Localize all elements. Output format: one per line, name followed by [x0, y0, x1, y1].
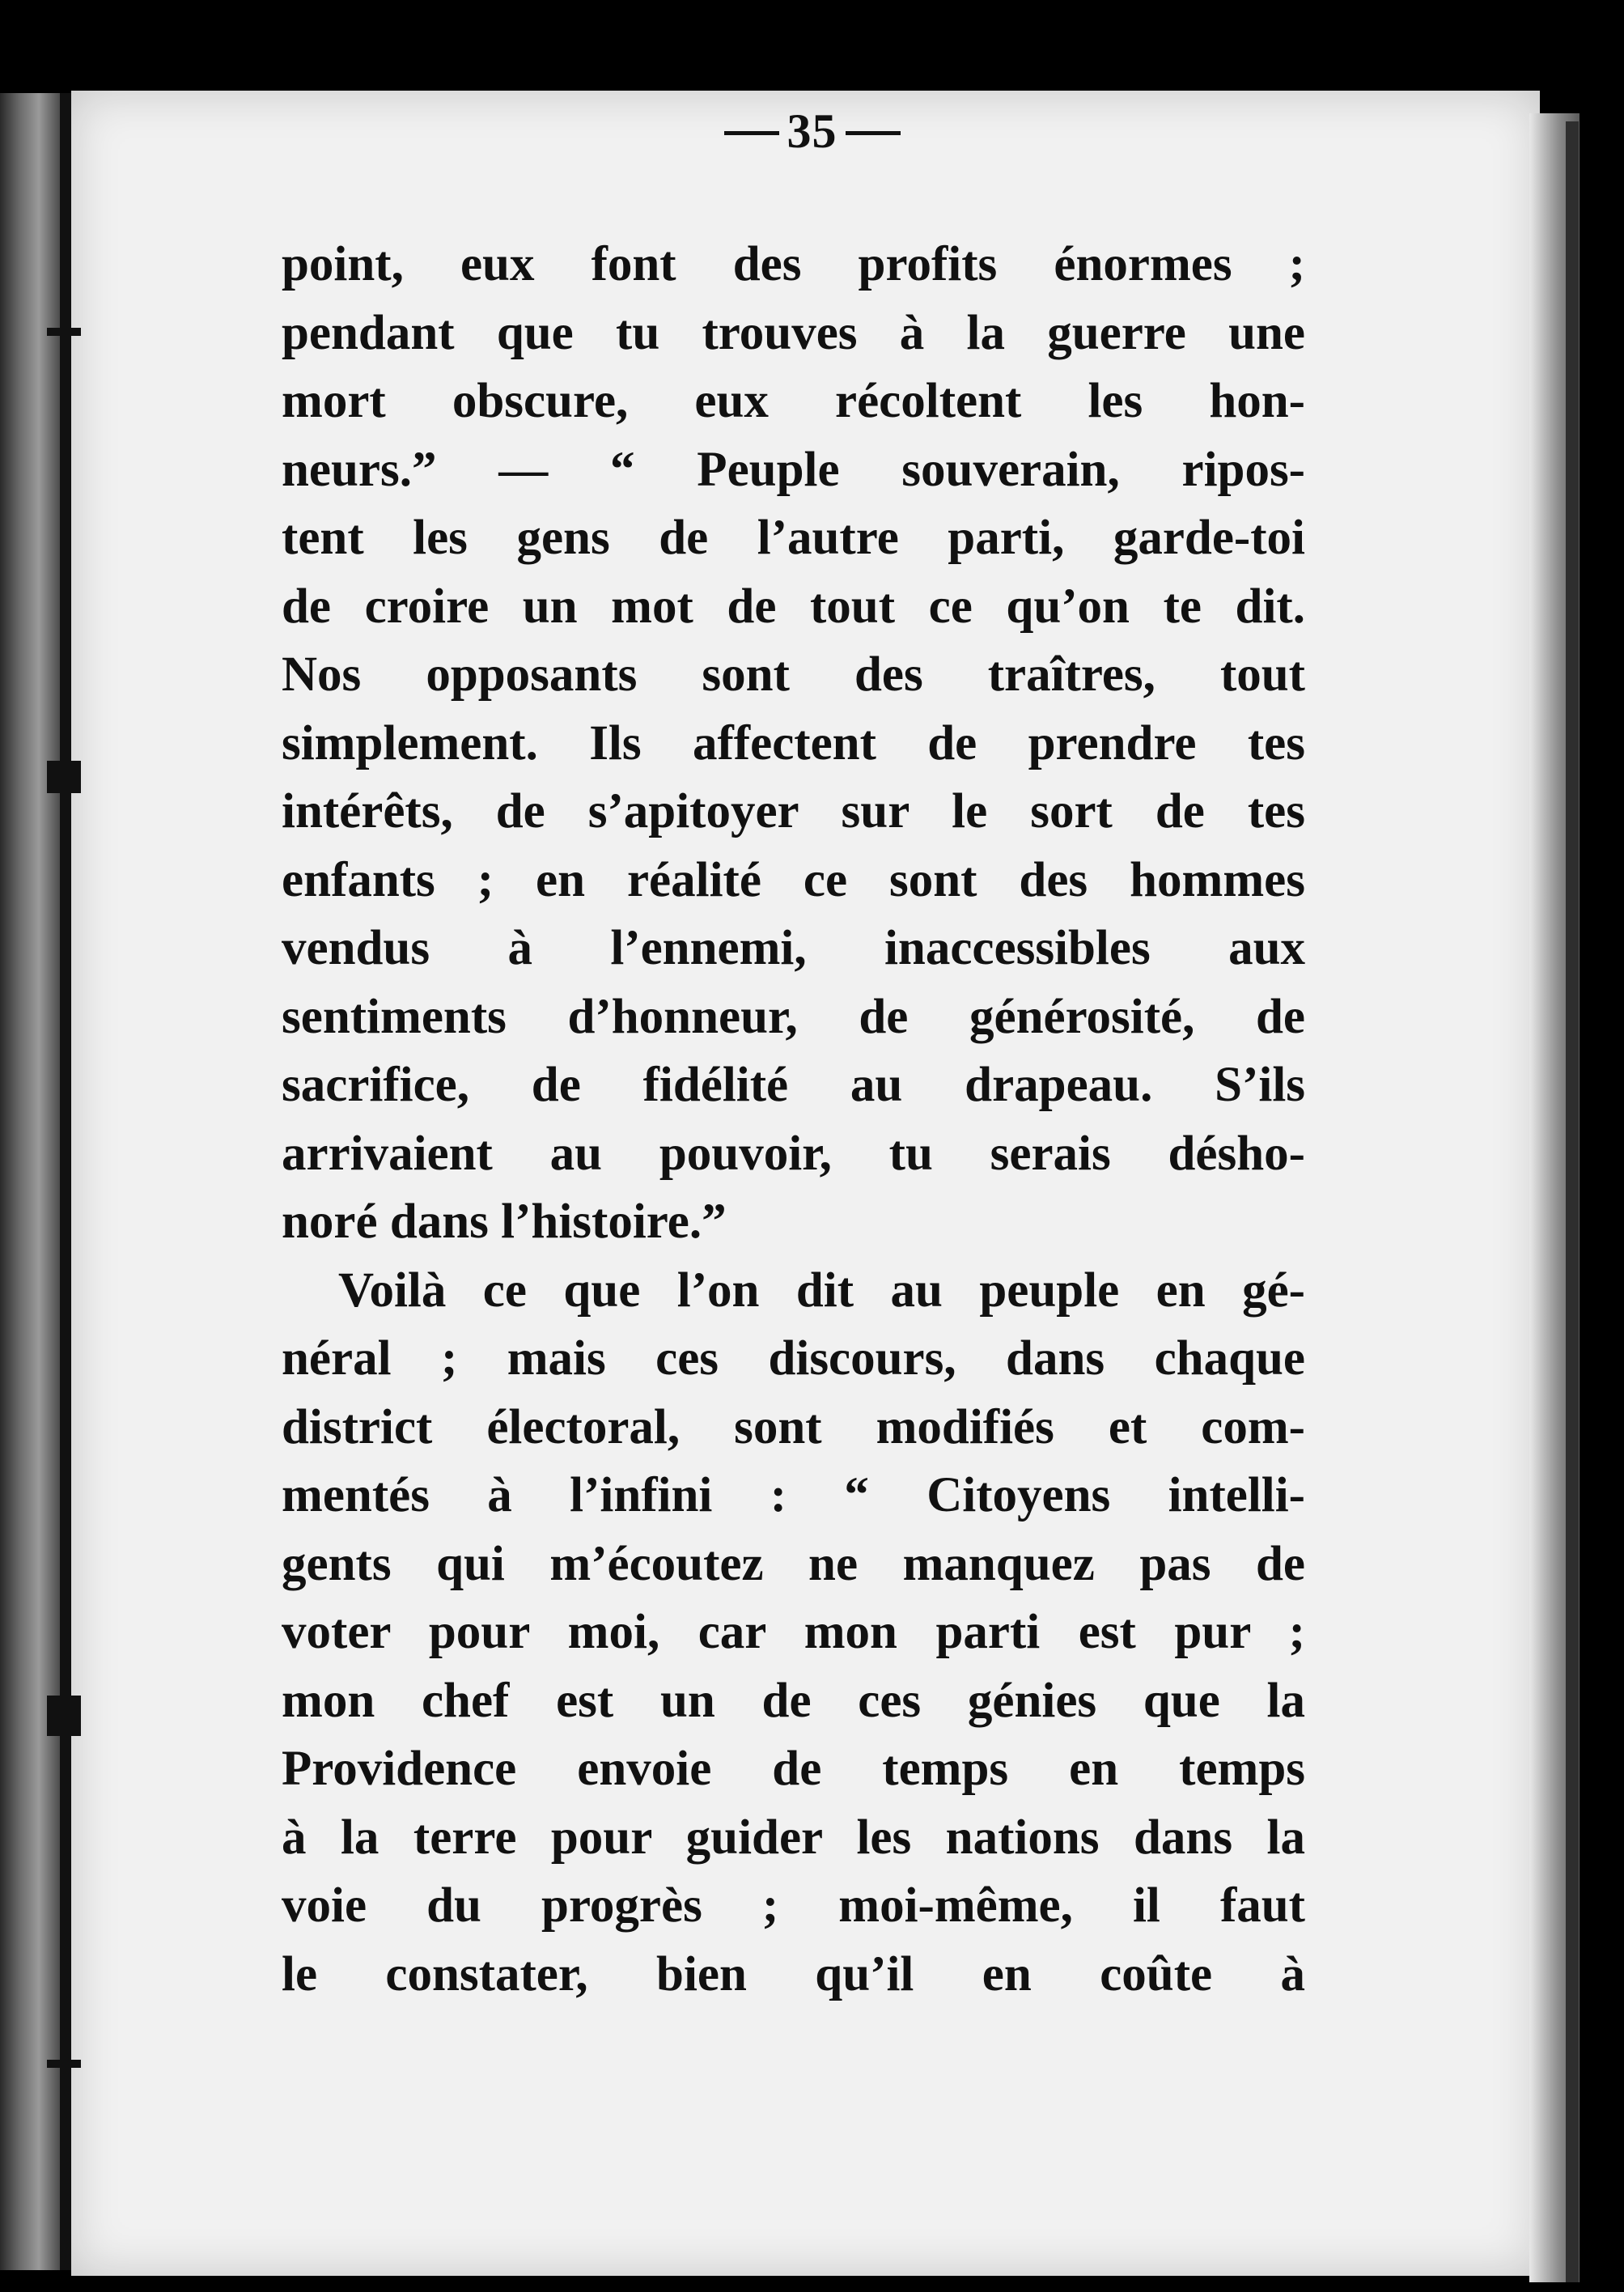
binding-stitch [47, 2060, 81, 2068]
binding-stitch [47, 328, 81, 336]
text-line: simplement. Ils affectent de prendre tes [282, 715, 1305, 770]
text-line: Providence envoie de temps en temps [282, 1742, 1305, 1796]
body-text [282, 231, 1305, 2009]
binding-stitch [47, 1696, 81, 1736]
text-line: noré dans l’histoire.” [282, 1195, 727, 1249]
text-line: sentiments d’honneur, de générosité, de [282, 989, 1305, 1044]
paragraph-first-line: Voilà ce que l’on dit au peuple en gé- [338, 1263, 1305, 1318]
right-cover-edge [1566, 121, 1579, 2282]
page-number-dash-left [724, 131, 779, 135]
text-line: neurs.” — “ Peuple souverain, ripos- [282, 442, 1305, 497]
text-line: Nos opposants sont des traîtres, tout [282, 647, 1305, 702]
text-line: mentés à l’infini : “ Citoyens intelli- [282, 1468, 1305, 1522]
binding-spine [60, 93, 71, 2270]
text-line: point, eux font des profits énormes ; [282, 237, 1305, 291]
page-number-value: 35 [787, 104, 837, 158]
text-line: enfants ; en réalité ce sont des hommes [282, 852, 1305, 907]
text-line: intérêts, de s’apitoyer sur le sort de tes [282, 784, 1305, 838]
text-line: gents qui m’écoutez ne manquez pas de [282, 1536, 1305, 1591]
text-line: voter pour moi, car mon parti est pur ; [282, 1605, 1305, 1659]
text-line: tent les gens de l’autre parti, garde-toi [282, 511, 1305, 565]
text-line: arrivaient au pouvoir, tu serais désho- [282, 1126, 1305, 1181]
binding-stitch [47, 761, 81, 793]
text-line: district électoral, sont modifiés et com- [282, 1399, 1305, 1454]
text-line: voie du progrès ; moi-même, il faut [282, 1878, 1305, 1933]
page-number [0, 104, 1624, 159]
text-line: mort obscure, eux récoltent les hon- [282, 374, 1305, 428]
text-line: pendant que tu trouves à la guerre une [282, 305, 1305, 360]
text-line: mon chef est un de ces génies que la [282, 1673, 1305, 1728]
text-line: le constater, bien qu’il en coûte à [282, 1946, 1305, 2001]
text-line: vendus à l’ennemi, inaccessibles aux [282, 921, 1305, 975]
left-page-edge [0, 93, 65, 2270]
text-line: de croire un mot de tout ce qu’on te dit. [282, 579, 1305, 634]
page-number-dash-right [846, 131, 901, 135]
text-line: néral ; mais ces discours, dans chaque [282, 1331, 1305, 1386]
text-line: sacrifice, de fidélité au drapeau. S’ils [282, 1058, 1305, 1112]
text-line: à la terre pour guider les nations dans la [282, 1810, 1305, 1865]
